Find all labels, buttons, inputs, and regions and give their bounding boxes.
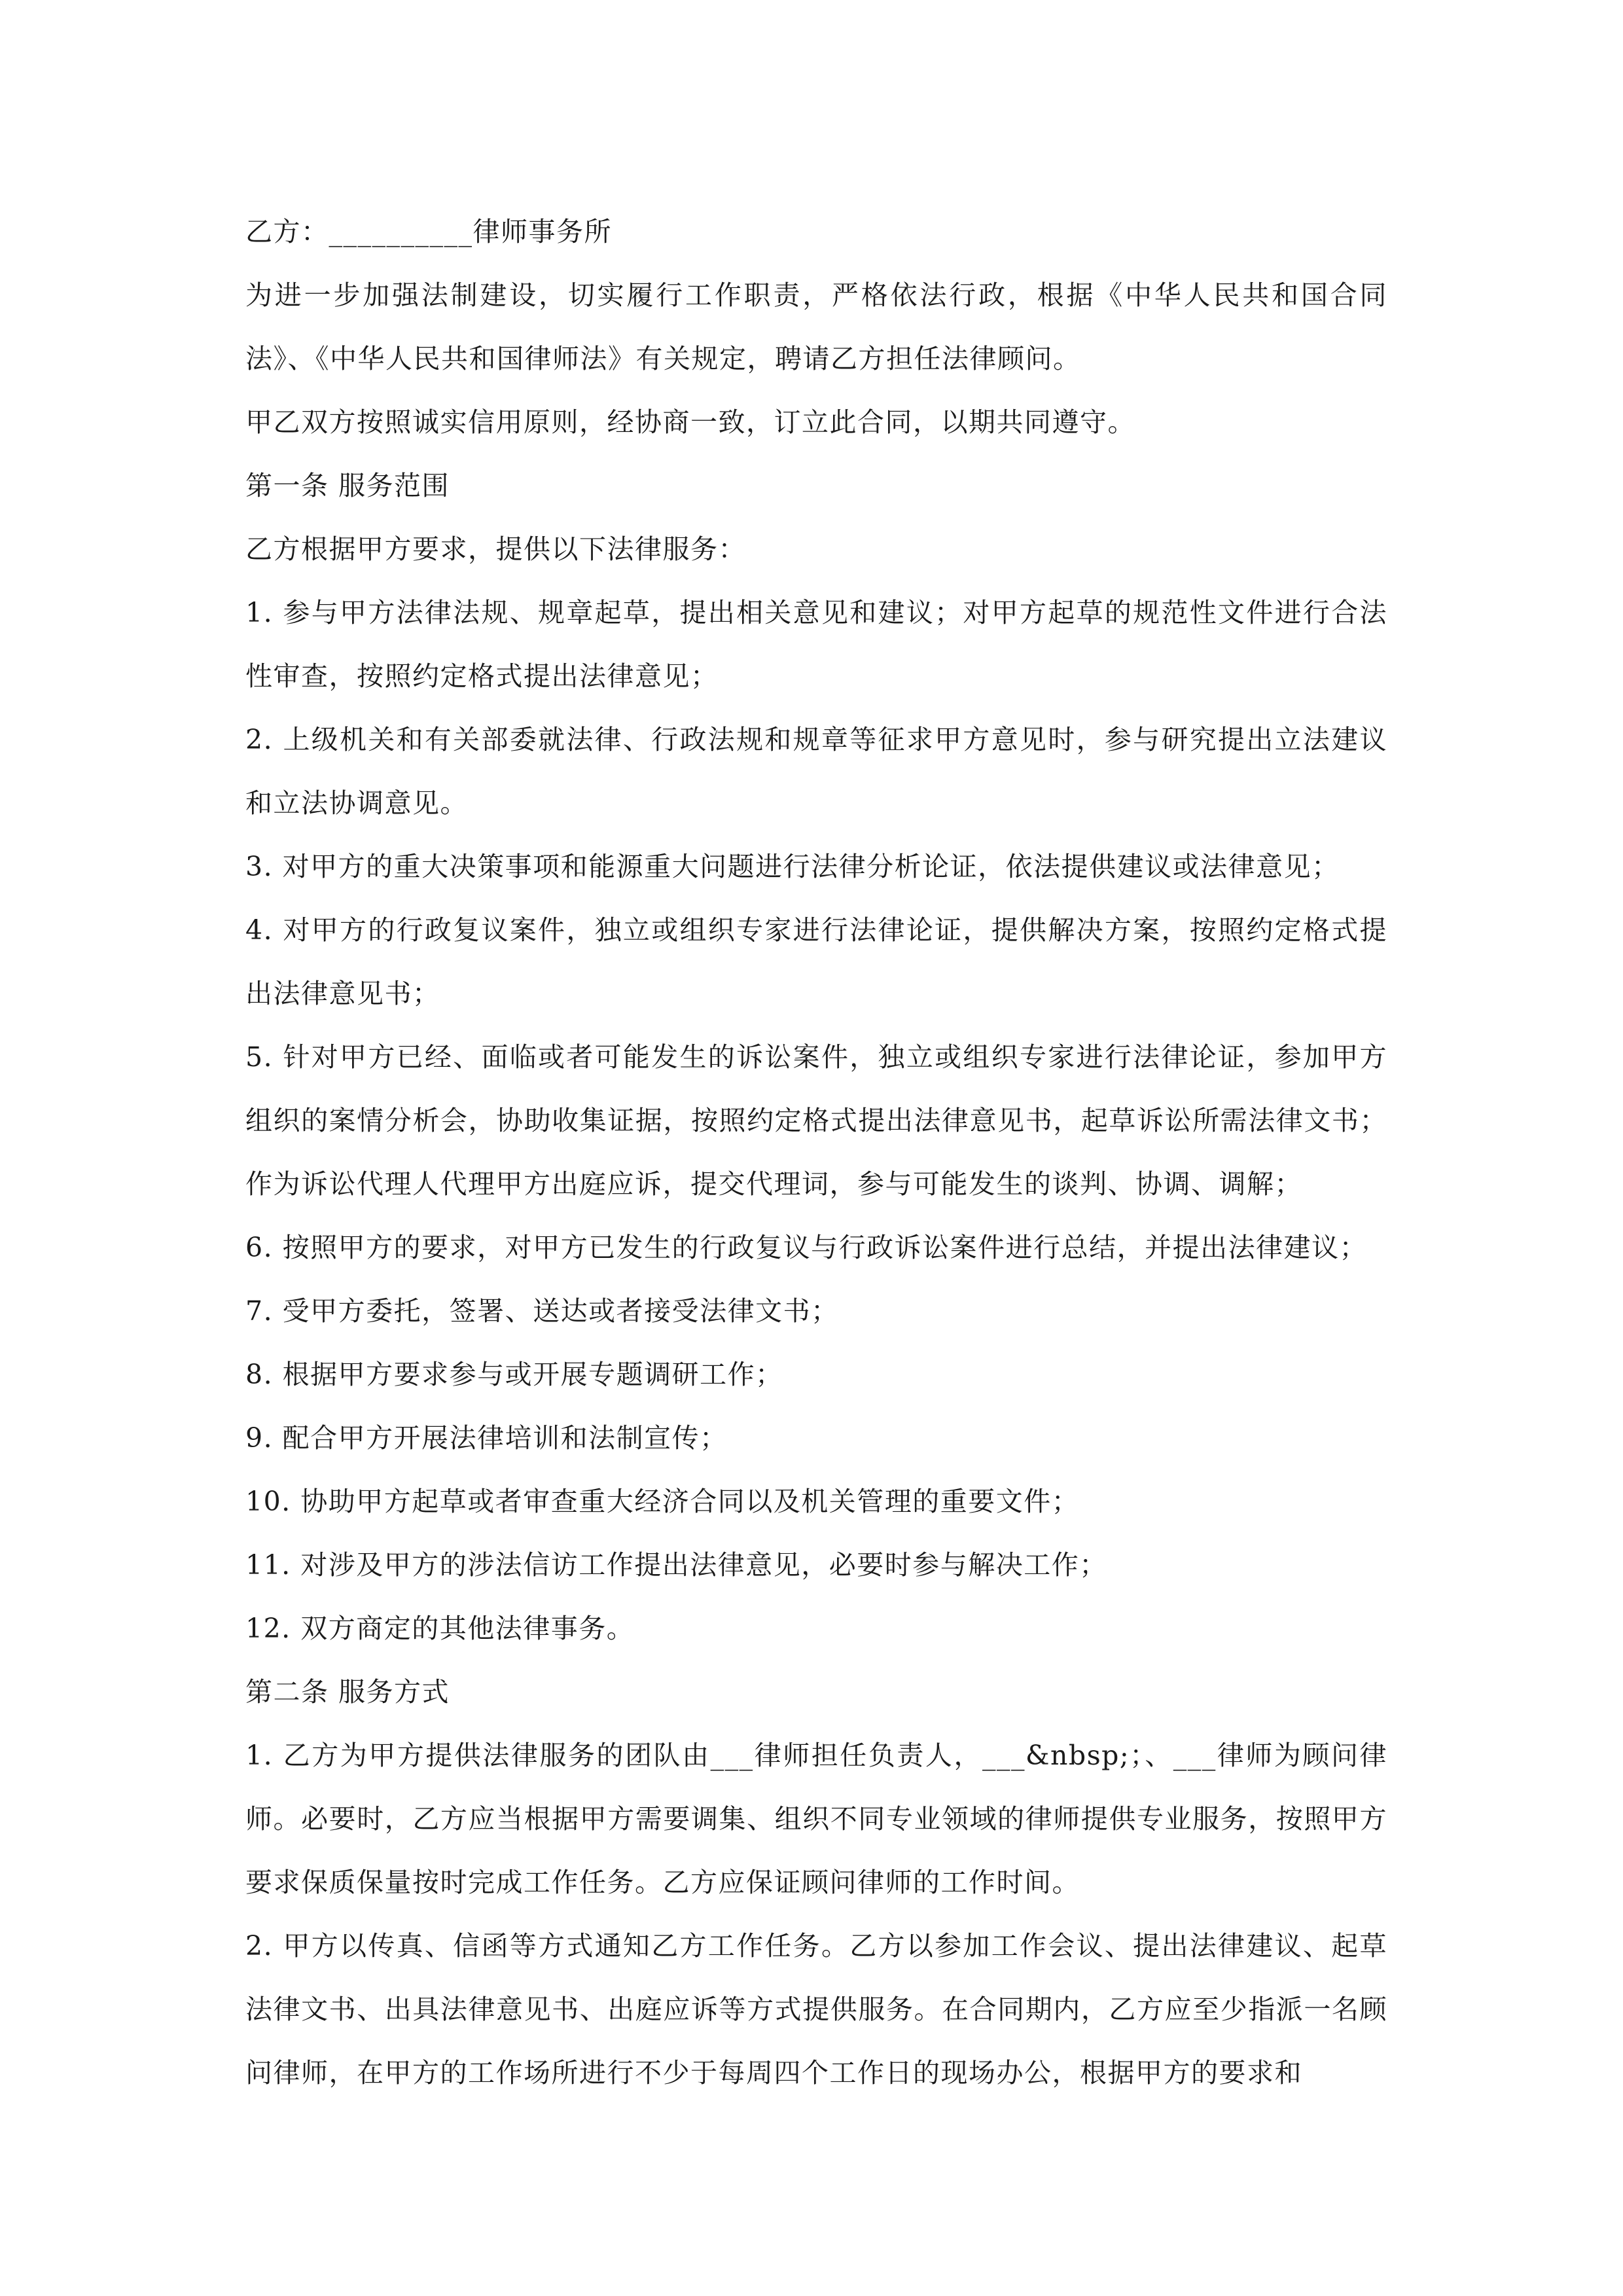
service-item-2: 2. 上级机关和有关部委就法律、行政法规和规章等征求甲方意见时，参与研究提出立法建议和立法协调意见。 bbox=[245, 724, 1387, 819]
document-body bbox=[245, 200, 1387, 2105]
service-item-5: 5. 针对甲方已经、面临或者可能发生的诉讼案件，独立或组织专家进行法律论证，参加甲方组织的案情分析会，协助收集证据，按照约定格式提出法律意见书，起草诉讼所需法律文书；作为诉讼代理人代理甲方出庭应诉，提交代理词，参与可能发生的谈判、协调、调解； bbox=[245, 1041, 1387, 1200]
service-intro: 乙方根据甲方要求，提供以下法律服务： bbox=[245, 533, 746, 565]
article-1-heading: 第一条 服务范围 bbox=[245, 470, 450, 501]
agreement-paragraph: 甲乙双方按照诚实信用原则，经协商一致，订立此合同，以期共同遵守。 bbox=[245, 406, 1135, 438]
party-b-line: 乙方：__________律师事务所 bbox=[245, 216, 612, 247]
service-item-3: 3. 对甲方的重大决策事项和能源重大问题进行法律分析论证，依法提供建议或法律意见； bbox=[245, 851, 1340, 882]
preamble-paragraph: 为进一步加强法制建设，切实履行工作职责，严格依法行政，根据《中华人民共和国合同法》、《中华人民共和国律师法》有关规定，聘请乙方担任法律顾问。 bbox=[245, 279, 1387, 374]
service-item-12: 12. 双方商定的其他法律事务。 bbox=[245, 1613, 635, 1644]
service-item-4: 4. 对甲方的行政复议案件，独立或组织专家进行法律论证，提供解决方案，按照约定格式提出法律意见书； bbox=[245, 914, 1387, 1009]
service-item-1: 1. 参与甲方法律法规、规章起草，提出相关意见和建议；对甲方起草的规范性文件进行合法性审查，按照约定格式提出法律意见； bbox=[245, 597, 1387, 692]
article-2-heading: 第二条 服务方式 bbox=[245, 1676, 450, 1708]
service-item-10: 10. 协助甲方起草或者审查重大经济合同以及机关管理的重要文件； bbox=[245, 1486, 1080, 1517]
service-item-7: 7. 受甲方委托，签署、送达或者接受法律文书； bbox=[245, 1295, 839, 1327]
service-method-2: 2. 甲方以传真、信函等方式通知乙方工作任务。乙方以参加工作会议、提出法律建议、起草法律文书、出具法律意见书、出庭应诉等方式提供服务。在合同期内，乙方应至少指派一名顾问律师，在甲方的工作场所进行不少于每周四个工作日的现场办公，根据甲方的要求和 bbox=[245, 1930, 1387, 2089]
service-item-11: 11. 对涉及甲方的涉法信访工作提出法律意见，必要时参与解决工作； bbox=[245, 1549, 1107, 1581]
service-item-9: 9. 配合甲方开展法律培训和法制宣传； bbox=[245, 1422, 728, 1454]
service-method-1: 1. 乙方为甲方提供法律服务的团队由___律师担任负责人，___&nbsp;；、___律师为顾问律师。必要时，乙方应当根据甲方需要调集、组织不同专业领域的律师提供专业服务，按照甲方要求保质保量按时完成工作任务。乙方应保证顾问律师的工作时间。 bbox=[245, 1740, 1387, 1898]
service-item-8: 8. 根据甲方要求参与或开展专题调研工作； bbox=[245, 1359, 783, 1390]
service-item-6: 6. 按照甲方的要求，对甲方已发生的行政复议与行政诉讼案件进行总结，并提出法律建议； bbox=[245, 1232, 1368, 1263]
